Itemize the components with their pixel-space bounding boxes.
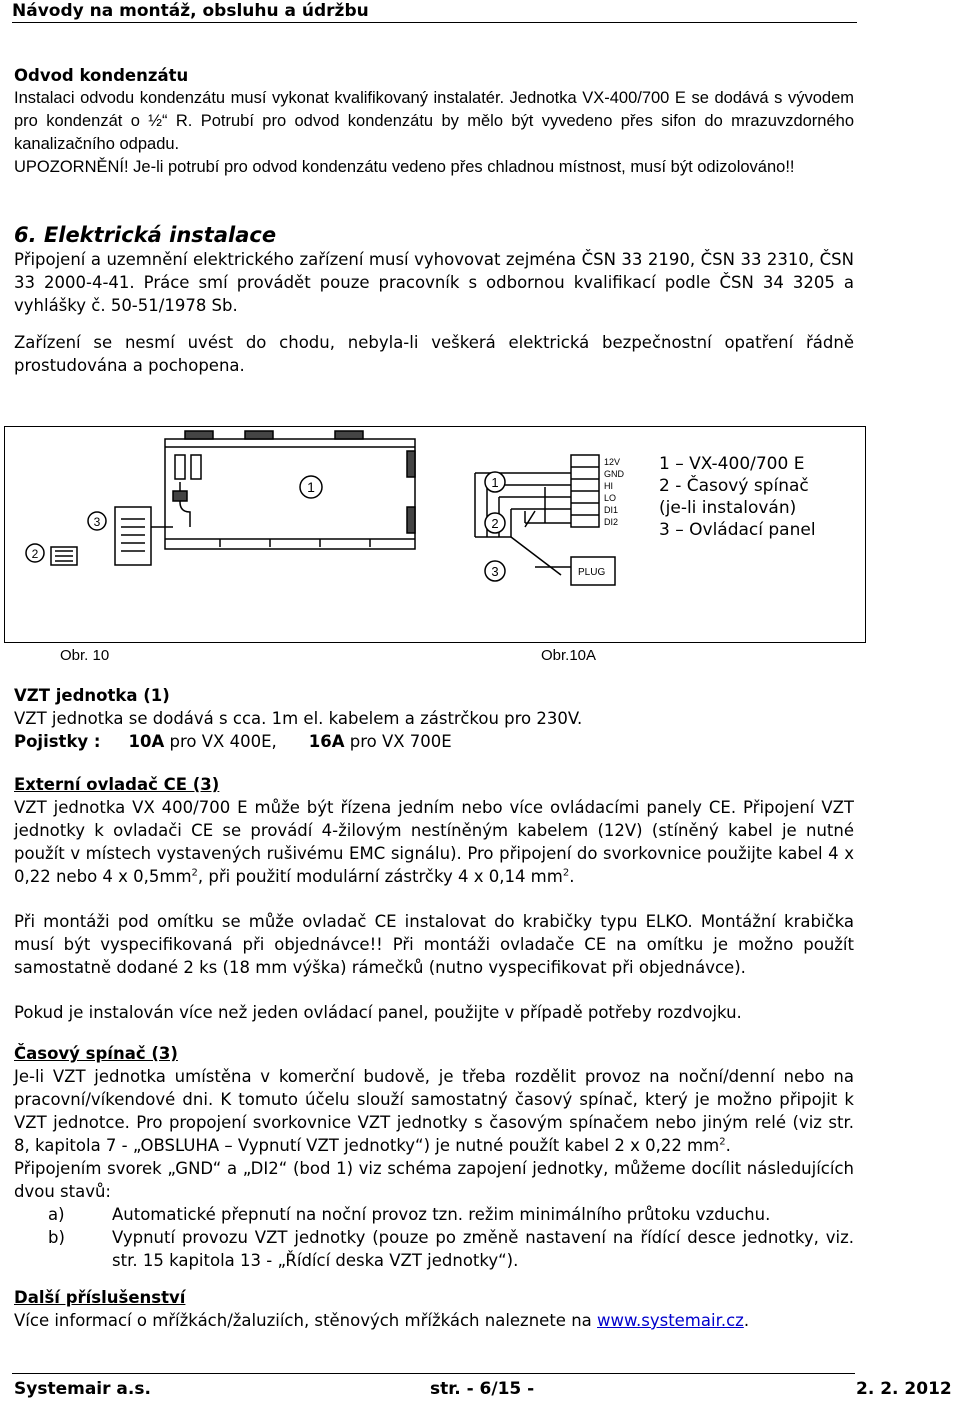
condensate-warning: UPOZORNĚNÍ! Je-li potrubí pro odvod kondenzátu vedeno přes chladnou místnost, musí být odizolováno!!: [14, 158, 795, 176]
controller-para-1b: , při použití modulární zástrčky 4 x 0,14 mm: [197, 867, 563, 886]
wiring-figure: [4, 426, 866, 643]
list-item: [14, 1226, 854, 1272]
header-divider: [12, 22, 857, 23]
terminal-label: 12V: [604, 457, 621, 467]
marker-1-right-label: 1: [491, 475, 499, 490]
controller-para-1: [14, 796, 854, 888]
fuse1-text: pro VX 400E,: [164, 732, 277, 751]
vzt-text: VZT jednotka se dodává s cca. 1m el. kabelem a zástrčkou pro 230V.: [14, 709, 583, 728]
document-header-title: Návody na montáž, obsluhu a údržbu: [12, 1, 369, 21]
fuse2-text: pro VX 700E: [344, 732, 452, 751]
list-item-label: b): [48, 1228, 65, 1247]
controller-para-2: Při montáži pod omítku se může ovladač CE instalovat do krabičky typu ELKO. Montážní krabička musí být vyspecifikovaná při objednávce!! Při montáži ovladače CE na omítku je možno použít samostatně dodané 2 ks (18 mm výška) rámečků (nutno vyspecifikovat při objednávce).: [14, 912, 854, 977]
timer-para-2: Připojením svorek „GND“ a „DI2“ (bod 1) viz schéma zapojení jednotky, můžeme docílit následujících dvou stavů:: [14, 1159, 854, 1201]
marker-1-label: 1: [307, 479, 315, 495]
footer-divider: [12, 1373, 855, 1374]
timer-section: [14, 1042, 854, 1272]
footer-date: 2. 2. 2012: [856, 1379, 952, 1399]
marker-2-right-label: 2: [491, 516, 499, 531]
footer-page-number: str. - 6/15 -: [430, 1379, 535, 1399]
figure-caption-right: Obr.10A: [541, 647, 597, 664]
list-item-text: Automatické přepnutí na noční provoz tzn. režim minimálního průtoku vzduchu.: [112, 1205, 771, 1224]
controller-para-1c: .: [569, 867, 575, 886]
fuse-line: [14, 730, 854, 753]
superscript: 2: [191, 867, 198, 879]
legend-item: (je-li instalován): [659, 498, 797, 518]
accessories-text-body: Více informací o mřížkách/žaluziích, stěnových mřížkách naleznete na: [14, 1311, 598, 1330]
fuse1-value: 10A: [128, 732, 165, 751]
accessories-text-end: .: [743, 1311, 750, 1330]
list-item-text: Vypnutí provozu VZT jednotky (pouze po změně nastavení na řídící desce jednotky, viz. str. 15 kapitola 13 - „Řídící deska VZT jednotky“).: [112, 1228, 854, 1270]
controller-heading: Externí ovladač CE (3): [14, 775, 220, 794]
list-item: [14, 1203, 854, 1226]
accessories-heading: Další příslušenství: [14, 1288, 186, 1307]
electrical-section: [14, 222, 854, 377]
list-item-label: a): [48, 1205, 65, 1224]
figure-caption-left: Obr. 10: [60, 647, 110, 664]
timer-para-1: [14, 1065, 854, 1157]
accessories-text: [14, 1309, 854, 1332]
legend-item: 2 - Časový spínač: [659, 476, 809, 496]
controller-para-1a: VZT jednotka VX 400/700 E může být řízena jedním nebo více ovládacími panely CE. Připojení VZT jednotky k ovladači CE se provádí 4-žilovým nestíněným kabelem (12V) (stíněný kabel je nutné použít v místech vystavených rušivému EMC signálu). Pro připojení do svorkovnice použijte kabel 4 x 0,22 nebo 4 x 0,5mm: [14, 798, 854, 886]
legend-item: 1 – VX-400/700 E: [659, 454, 805, 474]
vzt-heading: VZT jednotka (1): [14, 686, 170, 705]
superscript: 2: [562, 867, 570, 879]
terminal-label: DI1: [604, 505, 619, 515]
fuse-label: Pojistky :: [14, 732, 101, 751]
terminal-label: GND: [604, 469, 624, 479]
section-heading: 6. Elektrická instalace: [14, 223, 277, 247]
marker-3-left-label: 3: [93, 515, 101, 529]
terminal-label: HI: [604, 481, 613, 491]
figure-legend: [659, 453, 816, 541]
terminal-label: DI2: [604, 517, 619, 527]
legend-item: 3 – Ovládací panel: [659, 520, 816, 540]
timer-para-1a: Je-li VZT jednotka umístěna v komerční budově, je třeba rozdělit provoz na noční/denní nebo na pracovní/víkendové dni. K tomuto účelu slouží samostatný časový spínač, který je možno připojit k VZT jednotce. Pro propojení svorkovnice VZT jednotky s časovým spínačem nebo jiným relé (viz str. 8, kapitola 7 - „OBSLUHA – Vypnutí VZT jednotky“) je nutné použít kabel 2 x 0,22 mm: [14, 1067, 854, 1155]
systemair-link[interactable]: www.systemair.cz: [597, 1311, 744, 1330]
vzt-section: [14, 684, 854, 753]
controller-section: [14, 773, 854, 1024]
terminal-label: LO: [604, 493, 617, 503]
accessories-section: [14, 1286, 854, 1332]
marker-3-right-label: 3: [491, 564, 499, 579]
electrical-para-safety: Zařízení se nesmí uvést do chodu, nebyla-li veškerá elektrická bezpečnostní opatření řádně prostudována a pochopena.: [14, 333, 854, 375]
timer-heading: Časový spínač (3): [14, 1044, 178, 1063]
electrical-para-standards: Připojení a uzemnění elektrického zařízení musí vyhovovat zejména ČSN 33 2190, ČSN 33 2310, ČSN 33 2000-4-41. Práce smí provádět pouze pracovník s odbornou kvalifikací podle ČSN 34 3205 a vyhlášky č. 50-51/1978 Sb.: [14, 250, 854, 315]
condensate-heading: Odvod kondenzátu: [14, 66, 189, 85]
marker-2-left-label: 2: [31, 547, 39, 561]
superscript: 2: [719, 1136, 726, 1148]
condensate-section: [14, 64, 854, 179]
footer-company: Systemair a.s.: [14, 1379, 151, 1399]
controller-para-3: Pokud je instalován více než jeden ovládací panel, použijte v případě potřeby rozdvojku.: [14, 1003, 742, 1022]
vzt-unit-drawing: [165, 431, 415, 549]
plug-label: PLUG: [578, 567, 606, 578]
fuse2-value: 16A: [308, 732, 345, 751]
timer-drawing: [51, 547, 77, 565]
timer-para-1b: .: [725, 1136, 731, 1155]
condensate-text: Instalaci odvodu kondenzátu musí vykonat kvalifikovaný instalatér. Jednotka VX-400/700 E se dodává s vývodem pro kondenzát o ½“ R. Potrubí pro odvod kondenzátu by mělo být vyvedeno přes sifon do mrazuvzdorného kanalizačního odpadu.: [14, 89, 854, 153]
